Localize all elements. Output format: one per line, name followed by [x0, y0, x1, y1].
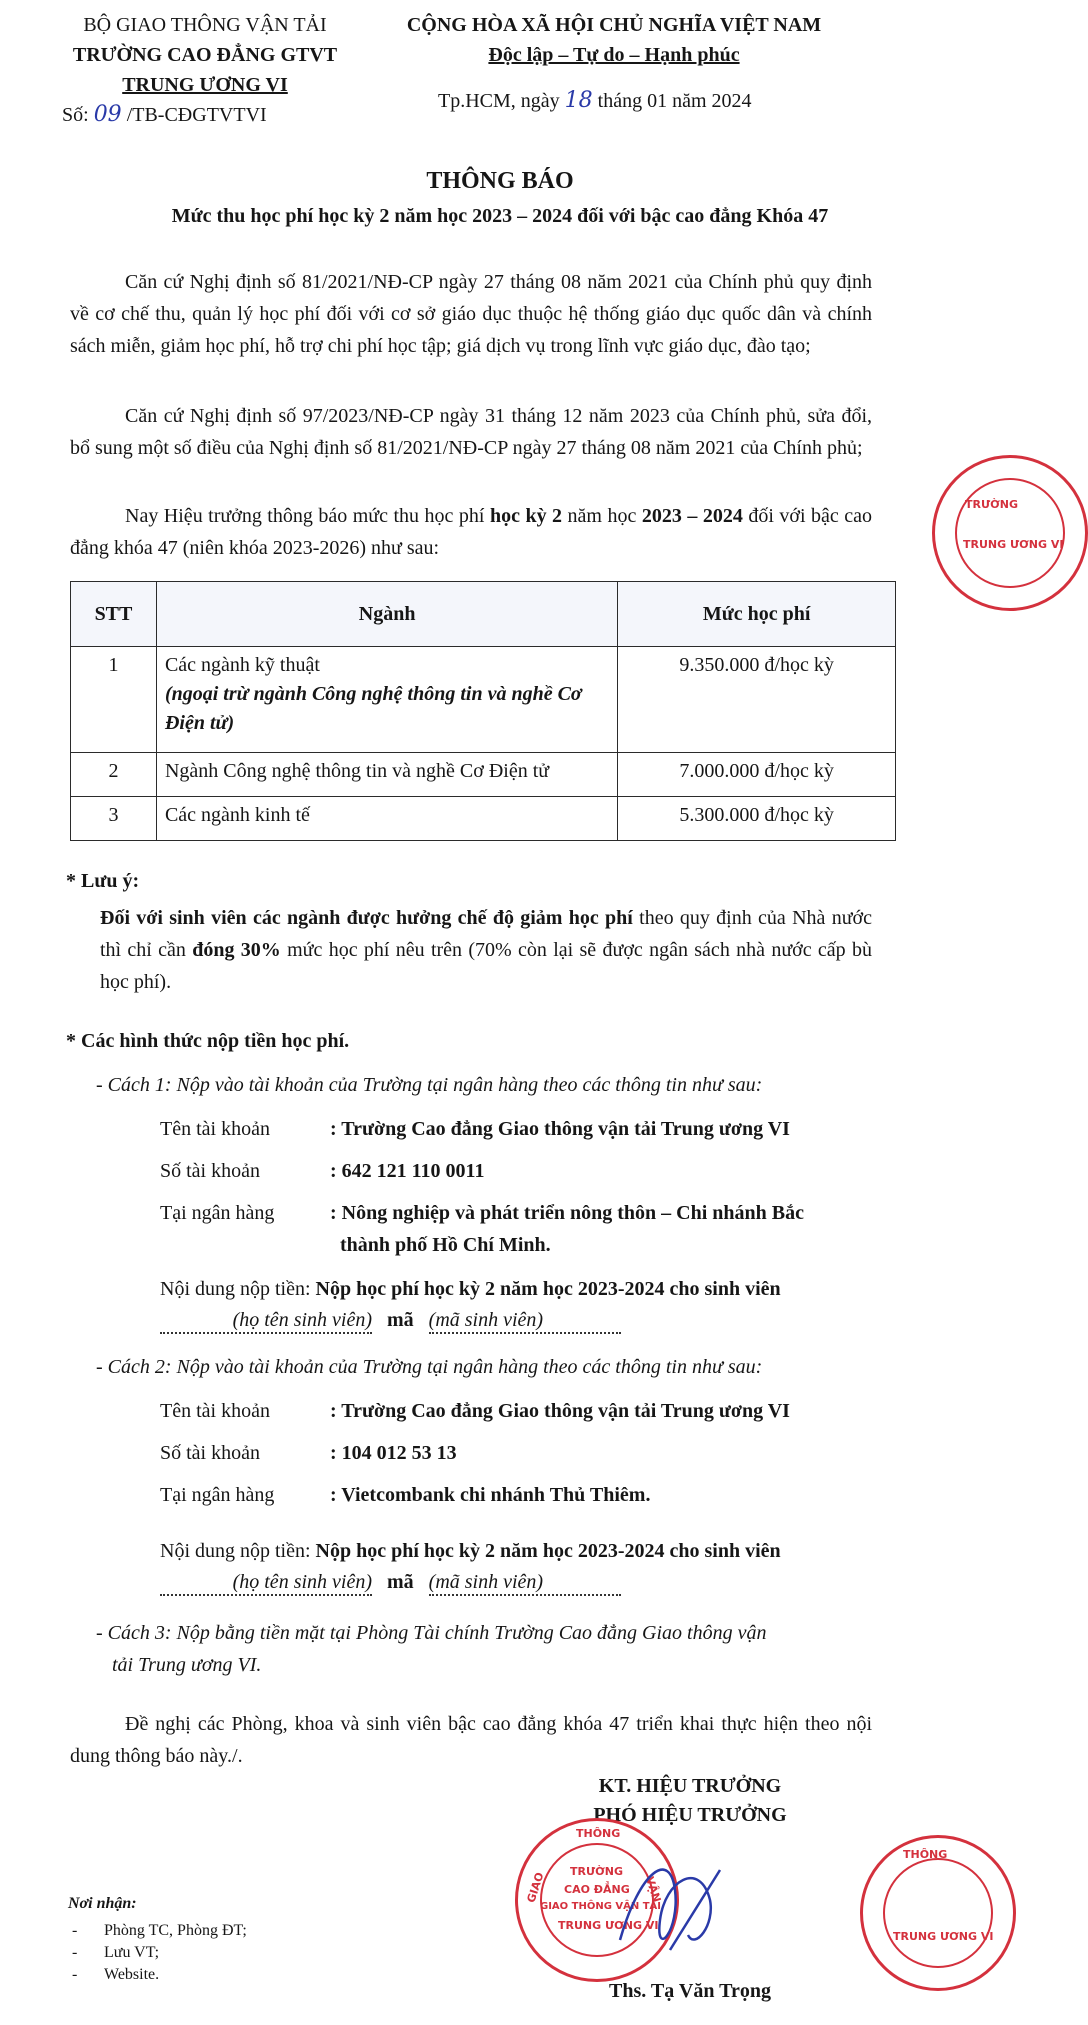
- table-row: [71, 797, 896, 841]
- fee-table: [70, 581, 896, 841]
- issue-date-handwritten: 18: [564, 88, 593, 113]
- m1-account-no-label: Số tài khoản: [160, 1160, 260, 1182]
- document-title: THÔNG BÁO: [426, 168, 574, 194]
- partial-seal-margin: TRƯỜNG TRUNG ƯƠNG VI: [932, 455, 1088, 611]
- legal-basis-2: Căn cứ Nghị định số 97/2023/NĐ-CP ngày 31 tháng 12 năm 2023 của Chính phủ, sửa đổi, bổ sung một số điều của Nghị định số 81/2021/NĐ-CP ngày 27 tháng 08 năm 2021 của Chính phủ;: [70, 405, 872, 459]
- ministry-name: BỘ GIAO THÔNG VẬN TẢI: [83, 14, 327, 36]
- recipients-heading: Nơi nhận:: [68, 1895, 137, 1912]
- document-number-handwritten: 09: [93, 102, 122, 127]
- school-name: TRƯỜNG CAO ĐẲNG GTVT: [72, 44, 338, 66]
- agency-header: [40, 10, 370, 100]
- m1-account-name: : Trường Cao đẳng Giao thông vận tải Trung ương VI: [330, 1118, 790, 1140]
- row-stt: 2: [71, 753, 157, 797]
- signature-subtitle: PHÓ HIỆU TRƯỞNG: [593, 1804, 787, 1826]
- recipients-list: [72, 1920, 247, 1986]
- column-header-fee: Mức học phí: [618, 582, 896, 647]
- national-header: [398, 10, 830, 70]
- document-number: Số: 09 /TB-CĐGTVTVI: [62, 102, 267, 127]
- m2-content: Nội dung nộp tiền: Nộp học phí học kỳ 2 năm học 2023-2024 cho sinh viên: [160, 1540, 781, 1562]
- official-seal: THÔNG GIAO VẬN TRƯỜNG CAO ĐẲNG GIAO THÔNG VẬN TẢI TRUNG ƯƠNG VI: [515, 1818, 679, 1982]
- method-3-line2: tải Trung ương VI.: [112, 1654, 262, 1676]
- m2-account-no-label: Số tài khoản: [160, 1442, 260, 1464]
- list-item: - Website.: [72, 1966, 160, 1983]
- column-header-stt: STT: [71, 582, 157, 647]
- issue-date: Tp.HCM, ngày 18 tháng 01 năm 2024: [438, 88, 752, 113]
- closing-paragraph: Đề nghị các Phòng, khoa và sinh viên bậc cao đẳng khóa 47 triển khai thực hiện theo nội dung thông báo này./.: [70, 1713, 872, 1767]
- signature-title: KT. HIỆU TRƯỞNG: [598, 1775, 782, 1797]
- row-major: Ngành Công nghệ thông tin và nghề Cơ Điện tử: [156, 753, 617, 797]
- table-row: [71, 753, 896, 797]
- row-fee: 5.300.000 đ/học kỳ: [618, 797, 896, 841]
- note-heading: * Lưu ý:: [66, 870, 140, 892]
- m2-account-no: : 104 012 53 13: [330, 1442, 457, 1464]
- m1-content: Nội dung nộp tiền: Nộp học phí học kỳ 2 năm học 2023-2024 cho sinh viên: [160, 1278, 781, 1300]
- method-1-title: - Cách 1: Nộp vào tài khoản của Trường tại ngân hàng theo các thông tin như sau:: [96, 1074, 763, 1096]
- signer-name: Ths. Tạ Văn Trọng: [609, 1980, 771, 2002]
- motto: Độc lập – Tự do – Hạnh phúc: [488, 44, 740, 66]
- list-item: - Lưu VT;: [72, 1944, 160, 1961]
- row-stt: 1: [71, 647, 157, 753]
- payment-heading: * Các hình thức nộp tiền học phí.: [66, 1030, 350, 1052]
- row-stt: 3: [71, 797, 157, 841]
- partial-seal-right: THÔNG TRUNG ƯƠNG VI: [860, 1835, 1016, 1991]
- m1-content-placeholders: (họ tên sinh viên) mã (mã sinh viên): [160, 1309, 621, 1334]
- table-header-row: [71, 582, 896, 647]
- note-body: Đối với sinh viên các ngành được hưởng chế độ giảm học phí theo quy định của Nhà nước thì chỉ cần đóng 30% mức học phí nêu trên (70% còn lại sẽ được ngân sách nhà nước cấp bù học phí).: [100, 907, 872, 993]
- m2-content-placeholders: (họ tên sinh viên) mã (mã sinh viên): [160, 1571, 621, 1596]
- m1-bank: : Nông nghiệp và phát triển nông thôn – Chi nhánh Bắc: [330, 1202, 805, 1224]
- row-fee: 7.000.000 đ/học kỳ: [618, 753, 896, 797]
- legal-basis-1: Căn cứ Nghị định số 81/2021/NĐ-CP ngày 27 tháng 08 năm 2021 của Chính phủ quy định về cơ chế thu, quản lý học phí đối với cơ sở giáo dục thuộc hệ thống giáo dục quốc dân và chính sách miễn, giảm học phí, hỗ trợ chi phí học tập; giá dịch vụ trong lĩnh vực giáo dục, đào tạo;: [70, 271, 872, 357]
- method-2-title: - Cách 2: Nộp vào tài khoản của Trường tại ngân hàng theo các thông tin như sau:: [96, 1356, 763, 1378]
- m2-account-name-label: Tên tài khoản: [160, 1400, 270, 1422]
- table-row: [71, 647, 896, 753]
- document-subtitle: Mức thu học phí học kỳ 2 năm học 2023 – 2024 đối với bậc cao đẳng Khóa 47: [171, 205, 829, 227]
- handwritten-signature: [600, 1830, 740, 1980]
- m1-bank-label: Tại ngân hàng: [160, 1202, 275, 1224]
- nation-name: CỘNG HÒA XÃ HỘI CHỦ NGHĨA VIỆT NAM: [406, 14, 822, 36]
- row-major-note: (ngoại trừ ngành Công nghệ thông tin và nghề Cơ Điện tử): [164, 683, 582, 734]
- row-major: Các ngành kỹ thuật (ngoại trừ ngành Công nghệ thông tin và nghề Cơ Điện tử): [156, 647, 617, 753]
- m1-account-name-label: Tên tài khoản: [160, 1118, 270, 1140]
- method-3-line1: - Cách 3: Nộp bằng tiền mặt tại Phòng Tài chính Trường Cao đẳng Giao thông vận: [96, 1622, 767, 1644]
- m2-account-name: : Trường Cao đẳng Giao thông vận tải Trung ương VI: [330, 1400, 790, 1422]
- school-name-line2: TRUNG ƯƠNG VI: [122, 74, 288, 96]
- column-header-major: Ngành: [156, 582, 617, 647]
- m2-bank: : Vietcombank chi nhánh Thủ Thiêm.: [330, 1484, 651, 1506]
- row-major: Các ngành kinh tế: [156, 797, 617, 841]
- row-fee: 9.350.000 đ/học kỳ: [618, 647, 896, 753]
- announcement-intro: Nay Hiệu trưởng thông báo mức thu học phí học kỳ 2 năm học 2023 – 2024 đối với bậc cao đẳng khóa 47 (niên khóa 2023-2026) như sau:: [70, 505, 873, 559]
- m1-bank-line2: thành phố Hồ Chí Minh.: [340, 1234, 551, 1256]
- list-item: - Phòng TC, Phòng ĐT;: [72, 1922, 247, 1939]
- m1-account-no: : 642 121 110 0011: [330, 1160, 485, 1182]
- m2-bank-label: Tại ngân hàng: [160, 1484, 275, 1506]
